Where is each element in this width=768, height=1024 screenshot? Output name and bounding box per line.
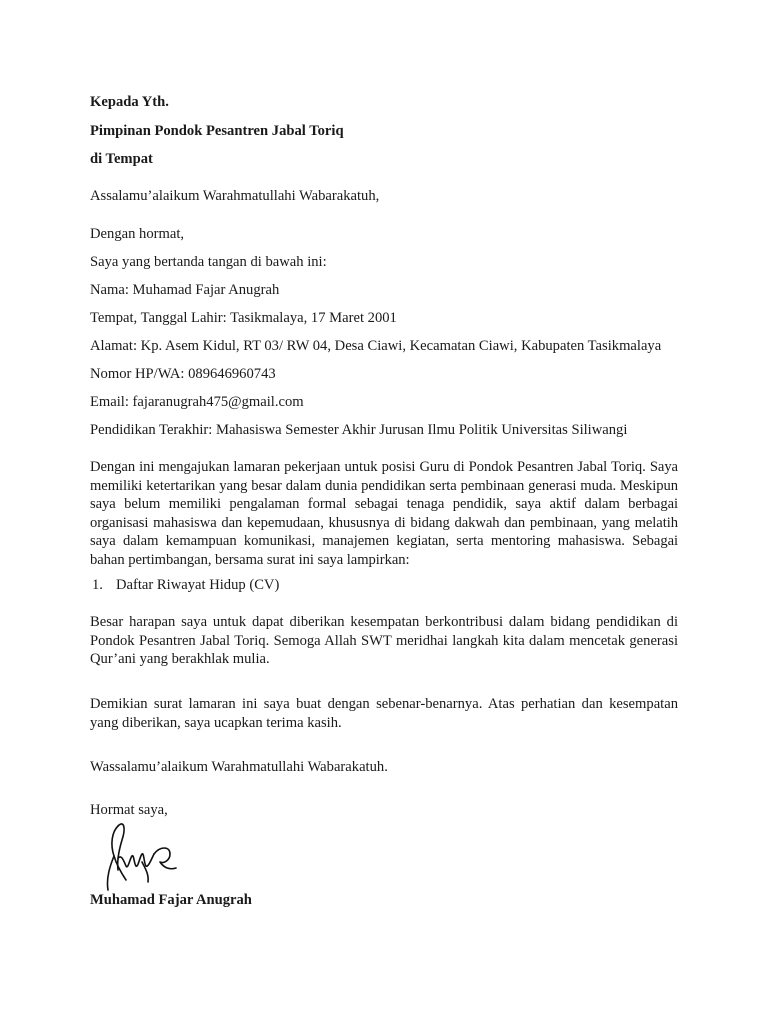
sign-off: Hormat saya, [90, 802, 168, 818]
hope-paragraph: Besar harapan saya untuk dapat diberikan kesempatan berkontribusi dalam bidang pendidikan di Pondok Pesantren Jabal Toriq. Semoga Allah SWT meridhai langkah kita dalam mencetak generasi Qur’ani yang berakhlak mulia. [90, 614, 678, 667]
identity-email: Email: fajaranugrah475@gmail.com [90, 394, 304, 410]
attachment-label: Daftar Riwayat Hidup (CV) [116, 577, 280, 593]
farewell: Wassalamu’alaikum Warahmatullahi Wabarakatuh. [90, 759, 388, 775]
signer-name: Muhamad Fajar Anugrah [90, 892, 252, 908]
identity-education: Pendidikan Terakhir: Mahasiswa Semester Akhir Jurusan Ilmu Politik Universitas Siliwangi [90, 422, 628, 438]
attachment-list-item [92, 577, 279, 594]
intro-line: Saya yang bertanda tangan di bawah ini: [90, 254, 327, 270]
recipient-line-3: di Tempat [90, 151, 153, 167]
closing-paragraph: Demikian surat lamaran ini saya buat dengan sebenar-benarnya. Atas perhatian dan kesempatan yang diberikan, saya ucapkan terima kasih. [90, 696, 678, 731]
signature-image [104, 818, 186, 896]
attachment-number: 1. [92, 577, 103, 593]
identity-name: Nama: Muhamad Fajar Anugrah [90, 282, 280, 298]
identity-birth: Tempat, Tanggal Lahir: Tasikmalaya, 17 Maret 2001 [90, 310, 397, 326]
identity-address: Alamat: Kp. Asem Kidul, RT 03/ RW 04, Desa Ciawi, Kecamatan Ciawi, Kabupaten Tasikmalaya [90, 338, 662, 354]
greeting: Assalamu’alaikum Warahmatullahi Wabarakatuh, [90, 188, 380, 204]
recipient-line-1: Kepada Yth. [90, 94, 169, 110]
salutation: Dengan hormat, [90, 226, 185, 242]
recipient-line-2: Pimpinan Pondok Pesantren Jabal Toriq [90, 123, 344, 139]
identity-phone: Nomor HP/WA: 089646960743 [90, 366, 276, 382]
body-paragraph: Dengan ini mengajukan lamaran pekerjaan untuk posisi Guru di Pondok Pesantren Jabal Toriq. Saya memiliki ketertarikan yang besar dalam dunia pendidikan serta pembinaan generasi muda. Meskipun saya belum memiliki pengalaman formal sebagai tenaga pendidik, saya aktif dalam berbagai organisasi mahasiswa dan kepemudaan, khususnya di bidang dakwah dan pembinaan, yang melatih saya dalam kemampuan komunikasi, manajemen kegiatan, serta mentoring mahasiswa. Sebagai bahan pertimbangan, bersama surat ini saya lampirkan: [90, 459, 678, 568]
